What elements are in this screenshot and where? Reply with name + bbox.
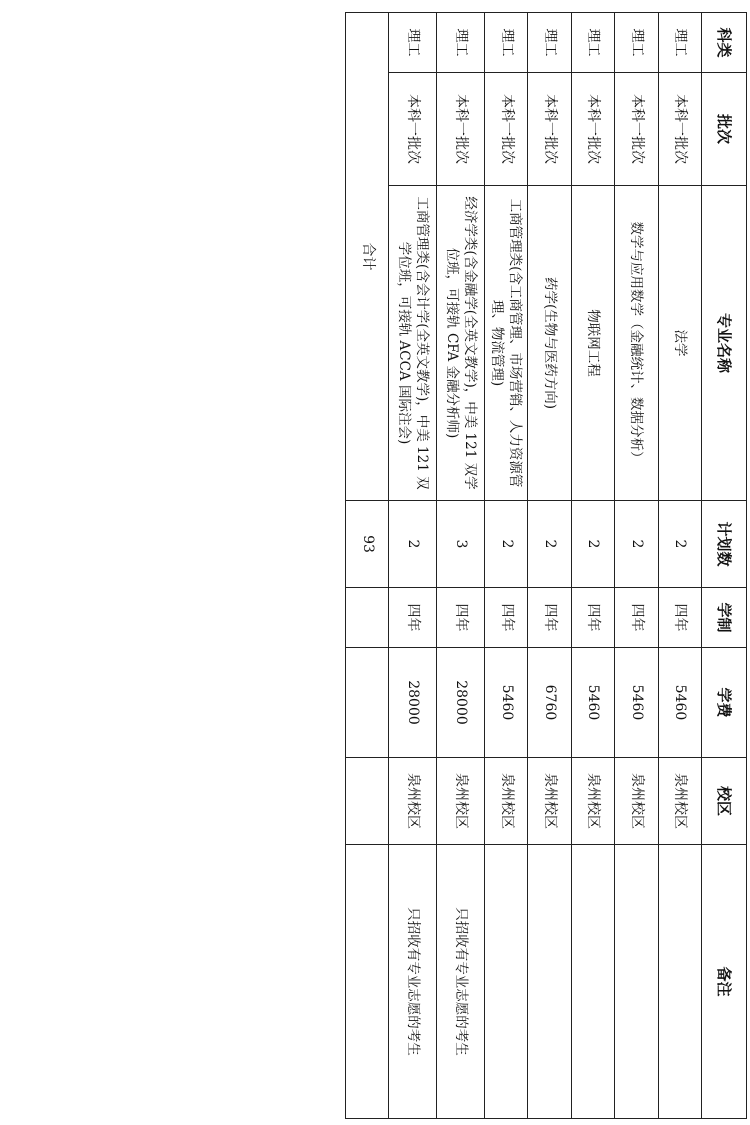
header-batch: 批次 [702,73,747,186]
cell-years: 四年 [571,588,614,648]
cell-fee: 28000 [389,648,437,758]
cell-campus: 泉州校区 [528,758,571,845]
cell-plan: 3 [437,501,485,588]
cell-category: 理工 [437,13,485,73]
cell-campus: 泉州校区 [571,758,614,845]
header-campus: 校区 [702,758,747,845]
table-row [615,13,658,1119]
header-category: 科类 [702,13,747,73]
cell-note [658,845,701,1119]
cell-plan: 2 [571,501,614,588]
cell-years: 四年 [484,588,527,648]
table-row [528,13,571,1119]
cell-plan: 2 [389,501,437,588]
table-row [658,13,701,1119]
header-plan: 计划数 [702,501,747,588]
cell-note [571,845,614,1119]
cell-major: 法学 [658,186,701,501]
header-note: 备注 [702,845,747,1119]
cell-campus: 泉州校区 [658,758,701,845]
cell-note [615,845,658,1119]
total-empty-cell [346,845,389,1119]
cell-batch: 本科一批次 [615,73,658,186]
cell-major: 物联网工程 [571,186,614,501]
cell-fee: 5460 [615,648,658,758]
cell-fee: 28000 [437,648,485,758]
cell-major: 工商管理类(含工商管理、市场营销、人力资源管理、物流管理) [484,186,527,501]
cell-campus: 泉州校区 [615,758,658,845]
cell-years: 四年 [658,588,701,648]
cell-category: 理工 [528,13,571,73]
table-row [571,13,614,1119]
cell-fee: 5460 [571,648,614,758]
cell-category: 理工 [389,13,437,73]
cell-major: 工商管理类(含会计学(全英文教学)，中美 121 双学位班，可接轨 ACCA 国际注会) [389,186,437,501]
total-plan: 93 [346,501,389,588]
cell-plan: 2 [615,501,658,588]
table-row [389,13,437,1119]
total-empty-cell [346,588,389,648]
cell-plan: 2 [658,501,701,588]
cell-batch: 本科一批次 [484,73,527,186]
cell-batch: 本科一批次 [389,73,437,186]
table-row [484,13,527,1119]
total-row [346,13,389,1119]
cell-campus: 泉州校区 [437,758,485,845]
header-major: 专业名称 [702,186,747,501]
cell-years: 四年 [615,588,658,648]
total-empty-cell [346,648,389,758]
cell-major: 药学(生物与医药方向) [528,186,571,501]
enrollment-plan-table [345,12,747,1119]
total-label: 合计 [346,13,389,501]
cell-fee: 5460 [658,648,701,758]
cell-category: 理工 [571,13,614,73]
cell-note [528,845,571,1119]
header-years: 学制 [702,588,747,648]
cell-major: 经济学类(含金融学(全英文教学)，中美 121 双学位班，可接轨 CFA 金融分析师) [437,186,485,501]
table-header-row [702,13,747,1119]
cell-batch: 本科一批次 [658,73,701,186]
rotated-page [345,12,747,1118]
cell-fee: 5460 [484,648,527,758]
cell-campus: 泉州校区 [389,758,437,845]
table-row [437,13,485,1119]
cell-years: 四年 [528,588,571,648]
cell-years: 四年 [389,588,437,648]
cell-category: 理工 [615,13,658,73]
cell-major: 数学与应用数学（金融统计、数据分析） [615,186,658,501]
cell-plan: 2 [484,501,527,588]
cell-note: 只招收有专业志愿的考生 [389,845,437,1119]
total-empty-cell [346,758,389,845]
cell-batch: 本科一批次 [528,73,571,186]
cell-batch: 本科一批次 [571,73,614,186]
cell-campus: 泉州校区 [484,758,527,845]
cell-fee: 6760 [528,648,571,758]
cell-plan: 2 [528,501,571,588]
header-fee: 学费 [702,648,747,758]
cell-category: 理工 [484,13,527,73]
cell-category: 理工 [658,13,701,73]
cell-note: 只招收有专业志愿的考生 [437,845,485,1119]
cell-note [484,845,527,1119]
cell-years: 四年 [437,588,485,648]
cell-batch: 本科一批次 [437,73,485,186]
